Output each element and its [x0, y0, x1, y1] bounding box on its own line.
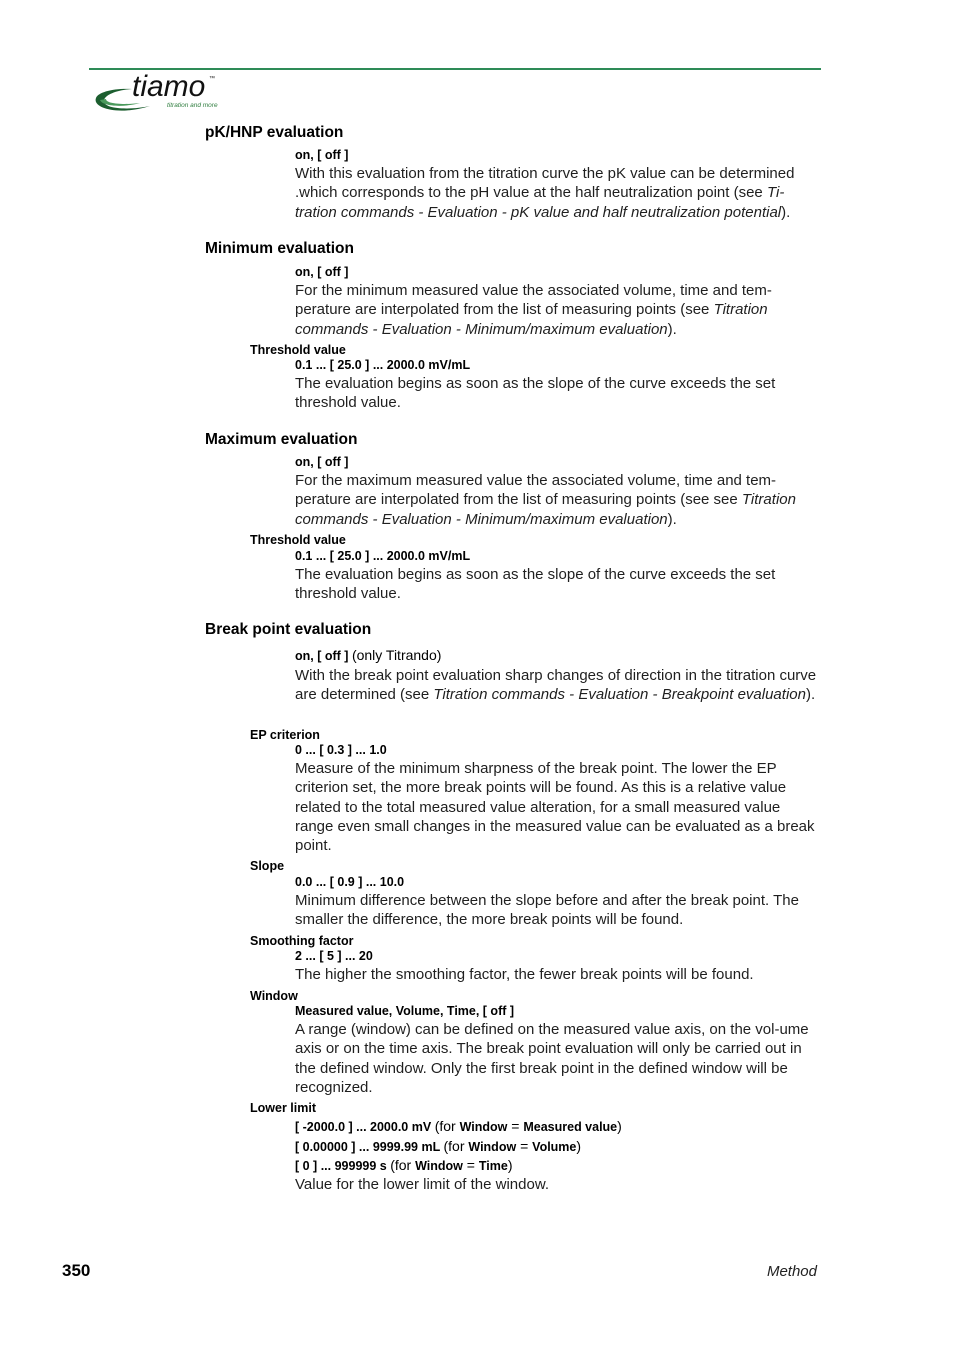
bp-reference: Titration commands - Evaluation - Breakpoint evaluation	[433, 686, 806, 704]
maximum-evaluation-values: on, [ off ]	[295, 455, 349, 469]
slope-label: Slope	[250, 859, 285, 873]
page-number: 350	[62, 1261, 91, 1280]
lower-limit-close: )	[507, 1157, 513, 1173]
pk-reference: Ti-tration commands - Evaluation - pK value and half neutralization potential	[295, 184, 785, 221]
min-text-a: For the minimum measured value the associated volume, time and tem-perature are interpolated from the list of measuring points (see	[295, 282, 772, 319]
break-point-values-note: (only Titrando)	[351, 647, 442, 663]
pk-evaluation-heading: pK/HNP evaluation	[205, 124, 344, 141]
smoothing-factor-description: The higher the smoothing factor, the fewer break points will be found.	[295, 966, 754, 983]
smoothing-factor-values: 2 ... [ 5 ] ... 20	[295, 949, 373, 963]
max-text-a: For the maximum measured value the associated volume, time and tem-perature are interpolated from the list of measuring points (see see	[295, 472, 777, 509]
lower-limit-label: Lower limit	[250, 1101, 316, 1115]
min-threshold-values: 0.1 ... [ 25.0 ] ... 2000.0 mV/mL	[295, 358, 471, 372]
footer-section-name: Method	[766, 1263, 817, 1280]
ep-criterion-description: Measure of the minimum sharpness of the break point. The lower the EP criterion set, the more break points will be found. As this is a relative value related to the total measured value alteration, for a small measured value range even small changes in the measured value can be evaluated as a break point.	[295, 760, 815, 855]
min-threshold-label: Threshold value	[250, 343, 346, 357]
bp-text-a: With the break point evaluation sharp changes of direction in the titration curve are determined (see	[295, 667, 817, 704]
lower-limit-option: Measured value	[523, 1120, 618, 1134]
lower-limit-window: Window	[459, 1120, 508, 1134]
min-threshold-description: The evaluation begins as soon as the slope of the curve exceeds the set threshold value.	[295, 375, 776, 412]
lower-limit-for: (for	[443, 1138, 469, 1154]
smoothing-factor-label: Smoothing factor	[250, 934, 354, 948]
lower-limit-close: )	[617, 1118, 622, 1134]
lower-limit-range: [ -2000.0 ] ... 2000.0 mV	[295, 1120, 432, 1134]
break-point-values: on, [ off ]	[295, 649, 349, 663]
max-threshold-values: 0.1 ... [ 25.0 ] ... 2000.0 mV/mL	[295, 549, 471, 563]
minimum-evaluation-description	[295, 281, 820, 339]
minimum-evaluation-heading: Minimum evaluation	[205, 240, 354, 257]
lower-limit-option: Time	[478, 1159, 508, 1173]
lower-limit-for: (for	[390, 1157, 416, 1173]
break-point-description	[295, 666, 820, 705]
lower-limit-eq: =	[507, 1118, 524, 1134]
logo-tagline: titration and more	[167, 102, 218, 109]
min-reference: Titration commands - Evaluation - Minimum/maximum evaluation	[295, 301, 768, 338]
lower-limit-row	[295, 1118, 622, 1134]
lower-limit-range: [ 0.00000 ] ... 9999.99 mL	[295, 1140, 441, 1154]
lower-limit-for: (for	[434, 1118, 460, 1134]
lower-limit-option: Volume	[532, 1140, 577, 1154]
logo-trademark: ™	[209, 76, 215, 82]
lower-limit-close: )	[576, 1138, 582, 1154]
logo-wordmark: tiamo	[132, 72, 206, 103]
slope-values: 0.0 ... [ 0.9 ] ... 10.0	[295, 875, 405, 889]
bp-text-b: ).	[805, 686, 816, 704]
maximum-evaluation-description	[295, 471, 820, 529]
max-reference: Titration commands - Evaluation - Minimum/maximum evaluation	[295, 491, 796, 528]
window-values: Measured value, Volume, Time, [ off ]	[295, 1004, 515, 1018]
lower-limit-eq: =	[516, 1138, 533, 1154]
lower-limit-row	[295, 1157, 513, 1173]
header-rule	[89, 68, 821, 70]
pk-evaluation-values: on, [ off ]	[295, 148, 349, 162]
tiamo-logo-swoosh	[88, 72, 238, 118]
min-text-b: ).	[667, 320, 677, 338]
lower-limit-eq: =	[462, 1157, 479, 1173]
max-threshold-label: Threshold value	[250, 533, 346, 547]
pk-evaluation-description	[295, 164, 820, 222]
lower-limit-description: Value for the lower limit of the window.	[295, 1176, 550, 1193]
lower-limit-row	[295, 1138, 581, 1154]
slope-description: Minimum difference between the slope before and after the break point. The smaller the difference, the more break points will be found.	[295, 892, 799, 929]
tiamo-logo	[88, 72, 238, 118]
lower-limit-window: Window	[415, 1159, 463, 1173]
pk-text-b: ).	[781, 203, 791, 221]
max-text-b: ).	[667, 510, 677, 528]
window-description: A range (window) can be defined on the measured value axis, on the vol-ume axis or on the time axis. The break point evaluation will only be carried out in the defined window. Only the first break point in the defined window will be recognized.	[295, 1021, 809, 1096]
max-threshold-description: The evaluation begins as soon as the slope of the curve exceeds the set threshold value.	[295, 566, 776, 603]
break-point-values-line	[295, 647, 441, 663]
ep-criterion-label: EP criterion	[250, 728, 320, 742]
window-label: Window	[250, 989, 298, 1003]
maximum-evaluation-heading: Maximum evaluation	[205, 431, 358, 448]
ep-criterion-values: 0 ... [ 0.3 ] ... 1.0	[295, 743, 387, 757]
lower-limit-window: Window	[468, 1140, 517, 1154]
break-point-evaluation-heading: Break point evaluation	[205, 621, 372, 638]
lower-limit-range: [ 0 ] ... 999999 s	[295, 1159, 387, 1173]
minimum-evaluation-values: on, [ off ]	[295, 265, 349, 279]
pk-text-a: With this evaluation from the titration curve the pK value can be determined .which corresponds to the pH value at the half neutralization point (see	[295, 165, 795, 202]
